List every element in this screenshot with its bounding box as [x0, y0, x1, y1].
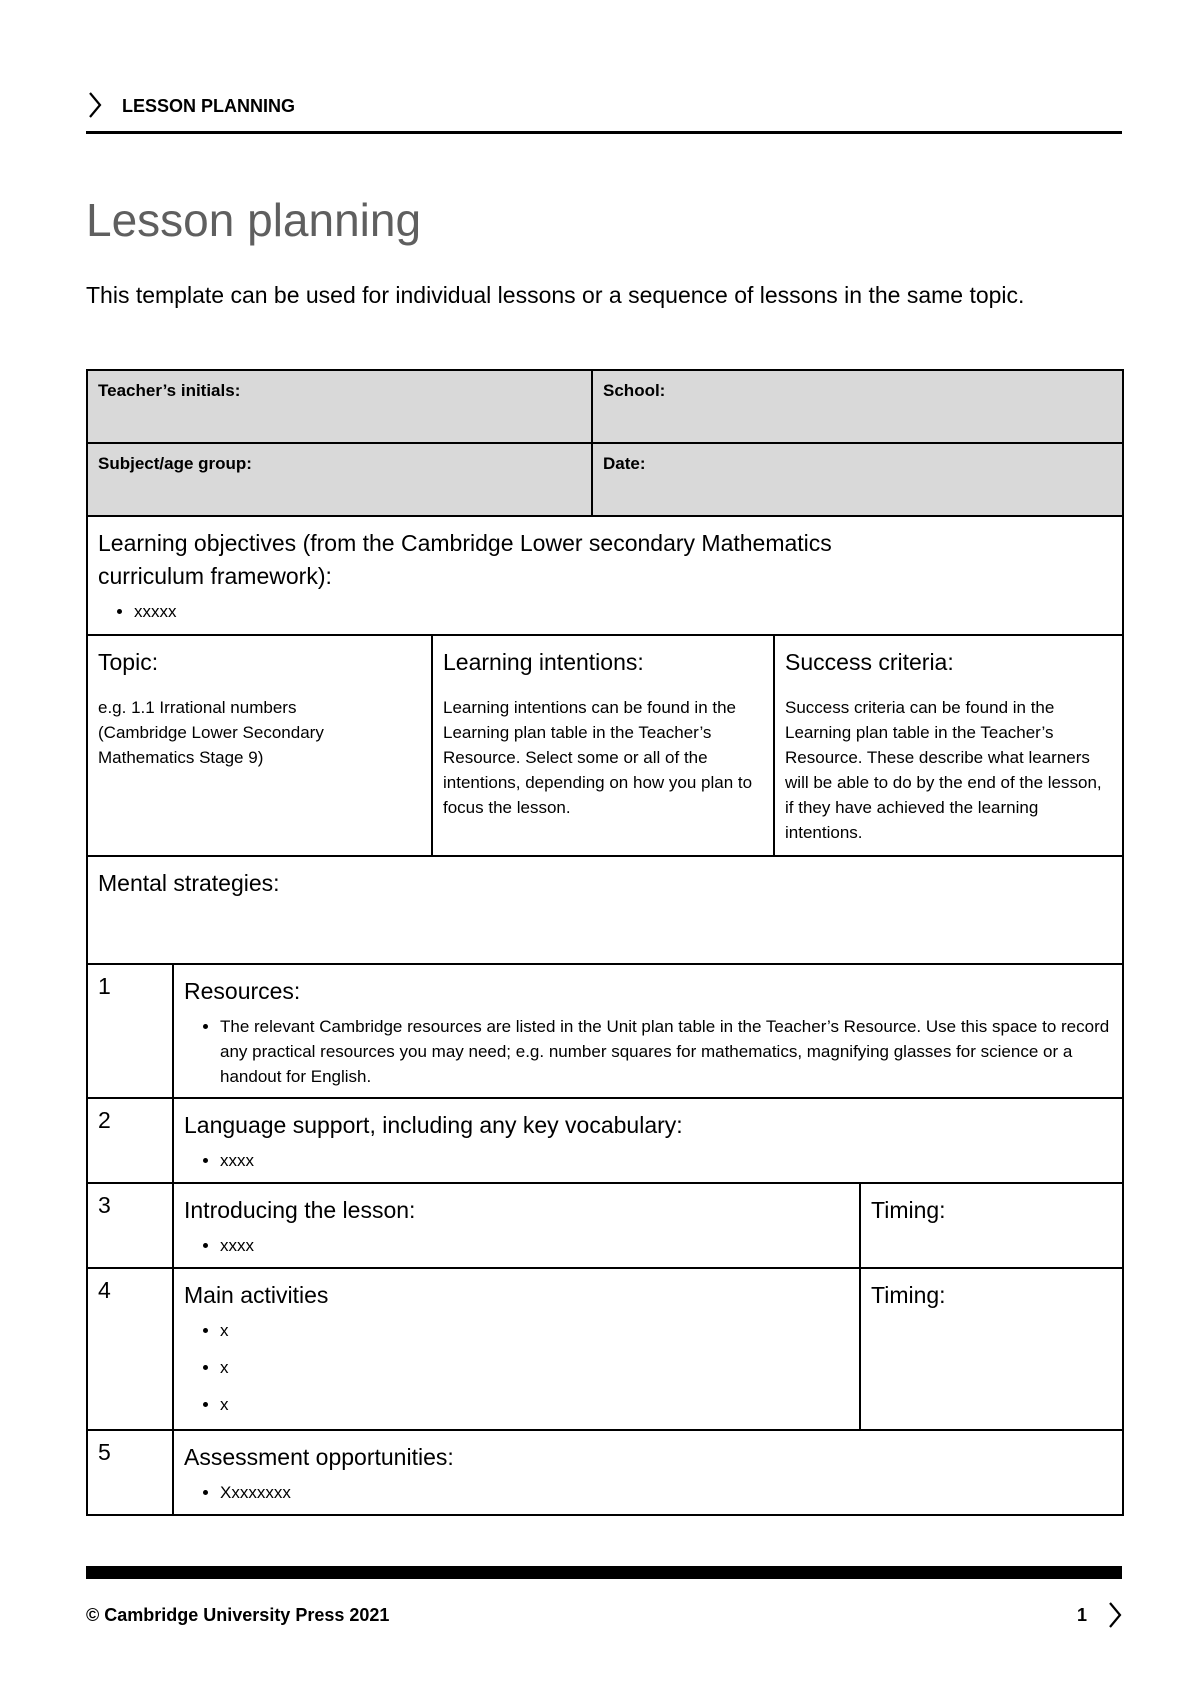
language-support-list [174, 1148, 1122, 1173]
section-number: 3 [87, 1183, 173, 1268]
teacher-initials-label: Teacher’s initials: [98, 381, 241, 400]
resources-list [174, 1014, 1122, 1089]
list-item: • x [220, 1318, 849, 1343]
learning-intentions-heading: Learning intentions: [443, 649, 644, 675]
mental-strategies-cell [87, 856, 1123, 964]
resources-heading: Resources: [184, 978, 301, 1004]
topic-text: e.g. 1.1 Irrational numbers (Cambridge Lower Secondary Mathematics Stage 9) [98, 698, 324, 767]
learning-objectives-cell [87, 516, 1123, 635]
introducing-timing-cell[interactable] [860, 1183, 1123, 1268]
subject-age-group-label: Subject/age group: [98, 454, 252, 473]
mental-strategies-heading: Mental strategies: [98, 870, 280, 896]
school-label: School: [603, 381, 666, 400]
assessment-cell [173, 1430, 1123, 1515]
learning-objectives-heading: Learning objectives (from the Cambridge Lower secondary Mathematics curriculum framework): [98, 530, 832, 589]
learning-objectives-list [88, 599, 1122, 624]
language-support-cell [173, 1098, 1123, 1183]
main-activities-timing-cell[interactable] [860, 1268, 1123, 1430]
topic-heading: Topic: [98, 649, 159, 675]
learning-intentions-text: Learning intentions can be found in the Learning plan table in the Teacher’s Resource. Select some or all of the intentions, depending on how you plan to focus the lesson. [443, 698, 753, 817]
assessment-list [174, 1480, 1122, 1505]
page-header [86, 88, 1122, 134]
section-label: LESSON PLANNING [122, 96, 296, 116]
section-number: 5 [87, 1430, 173, 1515]
introducing-lesson-cell [173, 1183, 860, 1268]
subject-age-group-field[interactable] [87, 443, 592, 516]
section-number: 4 [87, 1268, 173, 1430]
page-number: 1 [1077, 1605, 1088, 1625]
list-item: • xxxx [220, 1233, 849, 1258]
list-item: • The relevant Cambridge resources are listed in the Unit plan table in the Teacher’s Resource. Use this space to record any practical resources you may need; e.g. number squares for mathematics, magnifying glasses for science or a handout for English. [220, 1014, 1112, 1089]
section-number: 1 [87, 964, 173, 1098]
chevron-right-icon [86, 90, 104, 125]
resources-cell [173, 964, 1123, 1098]
learning-intentions-cell [432, 635, 774, 856]
success-criteria-cell [774, 635, 1123, 856]
intro-text: This template can be used for individual lessons or a sequence of lessons in the same topic. [86, 282, 1025, 308]
topic-cell [87, 635, 432, 856]
timing-label: Timing: [871, 1197, 946, 1223]
chevron-right-icon[interactable] [1106, 1600, 1124, 1635]
main-activities-heading: Main activities [184, 1282, 329, 1308]
list-item: • x [220, 1355, 849, 1380]
school-field[interactable] [592, 370, 1123, 443]
language-support-heading: Language support, including any key vocabulary: [184, 1112, 683, 1138]
success-criteria-text: Success criteria can be found in the Learning plan table in the Teacher’s Resource. These describe what learners will be able to do by the end of the lesson, if they have achieved the learning intentions. [785, 698, 1102, 842]
main-activities-cell [173, 1268, 860, 1430]
lesson-plan-table [86, 369, 1124, 1516]
teacher-initials-field[interactable] [87, 370, 592, 443]
date-label: Date: [603, 454, 646, 473]
list-item: • Xxxxxxxx [220, 1480, 1112, 1505]
copyright-notice: © Cambridge University Press 2021 [86, 1605, 390, 1625]
introducing-lesson-heading: Introducing the lesson: [184, 1197, 416, 1223]
success-criteria-heading: Success criteria: [785, 649, 954, 675]
section-number: 2 [87, 1098, 173, 1183]
list-item: • x [220, 1392, 849, 1417]
assessment-heading: Assessment opportunities: [184, 1444, 454, 1470]
introducing-lesson-list [174, 1233, 859, 1258]
date-field[interactable] [592, 443, 1123, 516]
footer-divider [86, 1566, 1122, 1579]
timing-label: Timing: [871, 1282, 946, 1308]
list-item: • xxxxx [134, 599, 1112, 624]
page-title: Lesson planning [86, 194, 422, 246]
main-activities-list [174, 1318, 859, 1417]
list-item: • xxxx [220, 1148, 1112, 1173]
